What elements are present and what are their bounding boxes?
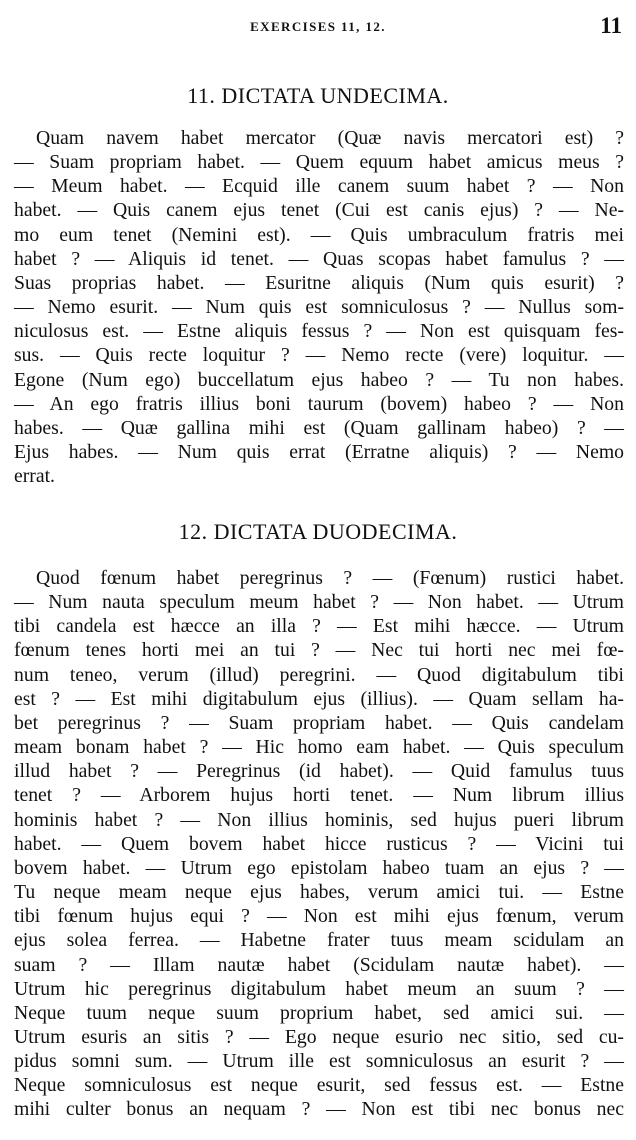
text-line: habet. — Quis canem ejus tenet (Cui est canis ejus) ? — Ne- bbox=[14, 199, 624, 222]
running-head-title: EXERCISES 11, 12. bbox=[250, 19, 386, 34]
text-line: — An ego fratris illius boni taurum (bovem) habeo ? — Non bbox=[14, 392, 624, 415]
text-line: niculosus est. — Estne aliquis fessus ? — Non est quisquam fes- bbox=[14, 320, 624, 343]
text-line: suam ? — Illam nautæ habet (Scidulam nautæ habet). — bbox=[14, 953, 624, 976]
section-12-text bbox=[14, 566, 624, 1122]
text-line: meam bonam habet ? — Hic homo eam habet. — Quis speculum bbox=[14, 736, 624, 759]
text-line: — Nemo esurit. — Num quis est somniculosus ? — Nullus som- bbox=[14, 296, 624, 319]
text-line: Quod fœnum habet peregrinus ? — (Fœnum) rustici habet. bbox=[36, 567, 624, 589]
text-line: Suas proprias habet. — Esuritne aliquis (Num quis esurit) ? bbox=[14, 271, 624, 294]
text-line: fœnum tenes horti mei an tui ? — Nec tui horti nec mei fœ- bbox=[14, 639, 624, 662]
text-line: sus. — Quis recte loquitur ? — Nemo recte (vere) loquitur. — bbox=[14, 344, 624, 367]
text-line: tibi candela est hæcce an illa ? — Est mihi hæcce. — Utrum bbox=[14, 615, 624, 638]
text-line: habet ? — Aliquis id tenet. — Quas scopas habet famulus ? — bbox=[14, 247, 624, 270]
text-line: — Meum habet. — Ecquid ille canem suum habet ? — Non bbox=[14, 175, 624, 198]
page-number: 11 bbox=[600, 13, 622, 38]
text-line: num teneo, verum (illud) peregrini. — Quod digitabulum tibi bbox=[14, 663, 624, 686]
text-line: bovem habet. — Utrum ego epistolam habeo tuam an ejus ? — bbox=[14, 856, 624, 879]
text-line: Egone (Num ego) buccellatum ejus habeo ? — Tu non habes. bbox=[14, 368, 624, 391]
text-line: Utrum hic peregrinus digitabulum habet meum an suum ? — bbox=[14, 977, 624, 1000]
text-line: Neque tuum neque suum proprium habet, sed amici sui. — bbox=[14, 1001, 624, 1024]
text-line: Quam navem habet mercator (Quæ navis mercatori est) ? bbox=[36, 127, 624, 149]
text-line: habes. — Quæ gallina mihi est (Quam gallinam habeo) ? — bbox=[14, 416, 624, 439]
text-line: Utrum esuris an sitis ? — Ego neque esurio nec sitio, sed cu- bbox=[14, 1025, 624, 1048]
text-line: bet peregrinus ? — Suam propriam habet. — Quis candelam bbox=[14, 711, 624, 734]
section-11-text bbox=[14, 126, 624, 488]
section-heading-11: 11. DICTATA UNDECIMA. bbox=[187, 83, 449, 108]
text-line: tibi fœnum hujus equi ? — Non est mihi ejus fœnum, verum bbox=[14, 905, 624, 928]
text-line: hominis habet ? — Non illius hominis, sed hujus pueri librum bbox=[14, 808, 624, 831]
text-line: — Suam propriam habet. — Quem equum habet amicus meus ? bbox=[14, 151, 624, 174]
text-line: errat. bbox=[14, 465, 55, 488]
text-line: illud habet ? — Peregrinus (id habet). — Quid famulus tuus bbox=[14, 760, 624, 783]
text-line: habet. — Quem bovem habet hicce rusticus ? — Vicini tui bbox=[14, 832, 624, 855]
text-line: mihi culter bonus an nequam ? — Non est tibi nec bonus nec bbox=[14, 1098, 624, 1121]
text-line: pidus somni sum. — Utrum ille est somniculosus an esurit ? — bbox=[14, 1050, 624, 1073]
text-line: Tu neque meam neque ejus habes, verum amici tui. — Estne bbox=[14, 881, 624, 904]
running-head bbox=[0, 13, 636, 43]
text-line: Neque somniculosus est neque esurit, sed fessus est. — Estne bbox=[14, 1074, 624, 1097]
text-line: tenet ? — Arborem hujus horti tenet. — Num librum illius bbox=[14, 784, 624, 807]
section-heading-12: 12. DICTATA DUODECIMA. bbox=[178, 519, 458, 544]
text-line: — Num nauta speculum meum habet ? — Non habet. — Utrum bbox=[14, 591, 624, 614]
text-line: mo eum tenet (Nemini est). — Quis umbraculum fratris mei bbox=[14, 223, 624, 246]
text-line: est ? — Est mihi digitabulum ejus (illius). — Quam sellam ha- bbox=[14, 687, 624, 710]
text-line: Ejus habes. — Num quis errat (Erratne aliquis) ? — Nemo bbox=[14, 441, 624, 464]
text-line: ejus solea ferrea. — Habetne frater tuus meam scidulam an bbox=[14, 929, 624, 952]
